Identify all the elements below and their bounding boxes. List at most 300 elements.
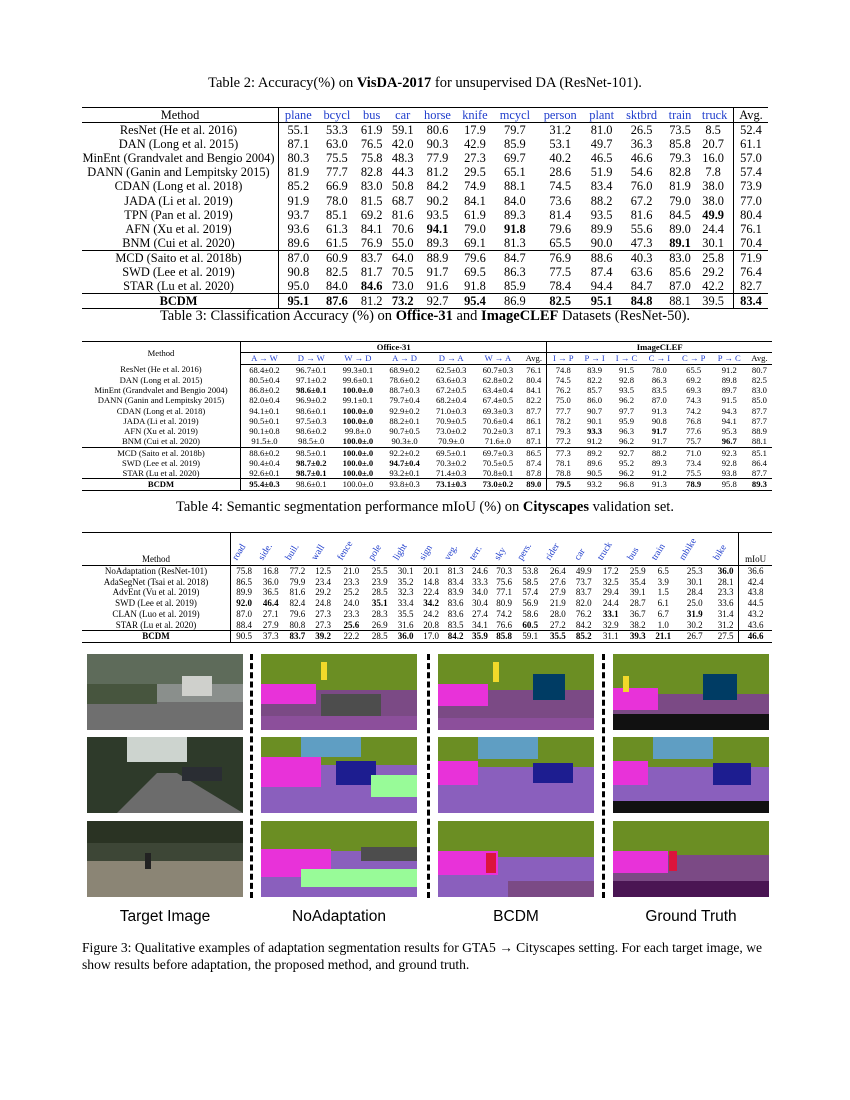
table4-cell: 75.6 xyxy=(496,576,513,587)
table3-method-header: Method xyxy=(82,342,241,365)
table2-cell: 70.4 xyxy=(740,235,762,250)
table3-cell: 74.5 xyxy=(555,374,571,385)
table2-cell: 70.5 xyxy=(391,265,414,280)
table4-cell: 33.6 xyxy=(713,598,739,609)
table4-row xyxy=(82,620,772,631)
table3-cell: 70.3±0.2 xyxy=(435,457,467,468)
table3-cell: 97.7 xyxy=(618,405,634,416)
table3-cell: 77.7 xyxy=(555,405,571,416)
table2-cell: 90.8 xyxy=(287,265,310,280)
ground-truth-3 xyxy=(613,821,769,897)
table3-cell: 78.6±0.2 xyxy=(389,374,420,385)
table4-cell: 26.7 xyxy=(677,631,713,643)
table3-cell: 91.3 xyxy=(643,479,676,490)
table4-cell: 36.0 xyxy=(262,576,279,587)
table2-cell: 20.7 xyxy=(696,137,733,151)
table3-cell: 76.2 xyxy=(555,385,571,395)
table3-cell: 87.7 xyxy=(751,468,767,478)
table2-cell: 93.5 xyxy=(590,207,613,222)
table2-cell: 81.2 xyxy=(356,294,387,309)
table3-cell: 69.5±0.1 xyxy=(428,447,475,458)
table2-cell: 94.4 xyxy=(590,279,613,294)
table3-cell: 96.8 xyxy=(610,479,643,490)
table2-method: CDAN (Long et al. 2018) xyxy=(82,179,279,193)
table2-cell: 87.0 xyxy=(669,279,691,294)
table3-cell: 94.7±0.4 xyxy=(389,457,420,468)
table2-header: plane xyxy=(279,108,318,123)
table3-subheader: D → A xyxy=(428,353,475,364)
table4-cityscapes xyxy=(82,532,772,643)
table3-cell: 87.8 xyxy=(521,468,547,479)
table4-cell: 79.9 xyxy=(289,576,306,587)
table3-cell: 82.5 xyxy=(751,374,767,385)
table4-class-header xyxy=(443,533,468,566)
table3-cell: 76.8 xyxy=(686,415,702,426)
table2-cell: 86.3 xyxy=(504,265,526,280)
table3-cell: 90.4±0.4 xyxy=(249,457,280,468)
table3-cell: 80.5±0.4 xyxy=(249,374,280,385)
table3-cell: 74.8 xyxy=(555,364,571,375)
table4-cell: 84.2 xyxy=(575,619,592,630)
table4-class-label: wall xyxy=(309,543,328,563)
table4-cell: 33.3 xyxy=(472,576,488,587)
table2-cell: 84.7 xyxy=(630,279,653,294)
table2-cell: 63.6 xyxy=(630,265,653,280)
table4-cell: 87.0 xyxy=(236,608,252,619)
table3-cell: 78.1 xyxy=(555,457,571,468)
table4-cell: 23.3 xyxy=(343,576,360,587)
table2-row xyxy=(82,179,768,193)
table4-method: CLAN (Luo et al. 2019) xyxy=(82,609,231,620)
table2-cell: 17.9 xyxy=(464,123,486,138)
table4-method: BCDM xyxy=(82,631,231,643)
table4-class-header xyxy=(231,533,258,566)
table3-group-office31: Office-31 xyxy=(241,342,547,353)
table2-cell: 69.1 xyxy=(464,235,486,250)
table3-cell: 91.7 xyxy=(651,436,667,447)
table3-row xyxy=(82,426,772,436)
table3-cell: 92.3 xyxy=(712,447,747,458)
table4-cell: 27.9 xyxy=(550,587,566,598)
table2-cell: 54.6 xyxy=(630,165,653,180)
separator-1 xyxy=(250,654,253,898)
table4-cell: 34.1 xyxy=(472,619,488,630)
table2-cell: 86.9 xyxy=(493,294,536,309)
table2-cell: 81.2 xyxy=(426,165,449,180)
table2-cell: 85.8 xyxy=(669,137,691,152)
table3-cell: 90.5±0.1 xyxy=(249,415,280,426)
table3-cell: 73.1±0.3 xyxy=(428,479,475,490)
table2-cell: 87.0 xyxy=(279,250,318,265)
table2-cell: 82.5 xyxy=(537,294,584,309)
table2-cell: 51.9 xyxy=(590,165,613,180)
table2-cell: 28.6 xyxy=(549,165,572,180)
separator-3 xyxy=(602,654,605,898)
table4-class-header xyxy=(419,533,443,566)
table2-cell: 91.7 xyxy=(426,265,449,280)
table3-cell: 91.5±.0 xyxy=(251,436,278,447)
table2-cell: 57.0 xyxy=(740,151,762,166)
table3-cell: 86.1 xyxy=(521,416,547,426)
table3-cell: 91.7 xyxy=(651,426,667,436)
table3-subheader: I → P xyxy=(547,353,579,364)
table4-cell: 46.6 xyxy=(739,631,772,643)
table4-cell: 83.6 xyxy=(447,598,464,609)
table2-cell: 84.1 xyxy=(464,193,486,208)
table4-cell: 28.5 xyxy=(371,587,388,598)
table3-cell: 82.2 xyxy=(587,374,603,385)
table4-cell: 20.8 xyxy=(423,619,439,630)
table2-cell: 73.6 xyxy=(549,193,572,208)
table2-cell: 84.7 xyxy=(493,250,536,265)
table2-cell: 65.1 xyxy=(504,165,526,180)
table4-method: STAR (Lu et al. 2020) xyxy=(82,620,231,631)
table3-cell: 95.8 xyxy=(712,479,747,490)
table4-cell: 35.5 xyxy=(544,631,572,643)
table3-cell: 74.3 xyxy=(686,395,702,406)
table3-cell: 62.5±0.3 xyxy=(435,364,467,375)
table2-header: plant xyxy=(584,108,620,123)
table2-cell: 55.0 xyxy=(391,235,414,250)
table2-cell: 67.2 xyxy=(630,193,653,208)
table3-cell: 83.9 xyxy=(587,364,603,375)
table2-cell: 78.4 xyxy=(549,279,572,294)
table2-cell: 55.6 xyxy=(630,221,653,236)
table3-cell: 92.8 xyxy=(618,374,634,385)
table4-cell: 16.8 xyxy=(262,566,279,576)
table4-cell: 86.5 xyxy=(236,576,252,587)
label-target-image: Target Image xyxy=(119,908,211,925)
table4-cell: 32.5 xyxy=(602,576,619,587)
table3-cell: 75.0 xyxy=(555,395,571,406)
table4-cell: 22.2 xyxy=(336,631,368,643)
table2-row xyxy=(82,294,768,309)
table2-cell: 65.5 xyxy=(549,235,572,250)
table2-cell: 88.6 xyxy=(584,250,620,265)
table2-cell: 47.3 xyxy=(630,235,653,250)
table4-cell: 31.6 xyxy=(397,619,414,630)
table3-cell: 73.0±0.2 xyxy=(475,479,522,490)
table2-cell: 61.9 xyxy=(464,207,486,222)
table2-cell: 82.7 xyxy=(740,279,762,294)
table4-cell: 83.7 xyxy=(575,587,592,598)
table4-cell: 30.1 xyxy=(686,576,703,587)
label-bcdm: BCDM xyxy=(493,908,539,925)
table4-cell: 36.0 xyxy=(392,631,419,643)
table4-cell: 57.4 xyxy=(522,587,539,598)
table3-cell: 69.2 xyxy=(686,374,702,385)
table4-cell: 3.9 xyxy=(657,576,669,587)
table2-row xyxy=(82,250,768,265)
table4-cell: 24.8 xyxy=(315,598,331,609)
table4-cell: 56.9 xyxy=(522,598,539,609)
table4-row xyxy=(82,598,772,609)
table3-cell: 63.4±0.4 xyxy=(482,385,514,395)
table3-cell: 96.7 xyxy=(721,436,737,447)
table2-cell: 80.6 xyxy=(426,123,449,138)
table4-class-label: terr. xyxy=(467,544,484,563)
table3-subheader: Avg. xyxy=(747,353,772,364)
table4-cell: 23.4 xyxy=(315,576,331,587)
table3-cell: 68.2±0.4 xyxy=(435,395,467,406)
table3-cell: 77.6 xyxy=(686,426,702,436)
table2-cell: 73.5 xyxy=(669,123,691,138)
table4-cell: 36.7 xyxy=(629,608,646,619)
table2-method: TPN (Pan et al. 2019) xyxy=(82,208,279,222)
table4-class-label: train xyxy=(649,542,668,563)
table4-caption: Table 4: Semantic segmentation performance mIoU (%) on Cityscapes validation set. xyxy=(176,499,674,515)
table3-cell: 75.5 xyxy=(686,468,702,478)
table3-row xyxy=(82,436,772,447)
table2-header: train xyxy=(664,108,697,123)
table3-cell: 62.8±0.2 xyxy=(482,374,514,385)
table4-class-label: bike xyxy=(712,543,730,563)
table4-cell: 74.2 xyxy=(496,608,513,619)
table2-cell: 30.1 xyxy=(696,236,733,251)
table3-cell: 78.8 xyxy=(555,468,571,478)
table3-cell: 92.2±0.2 xyxy=(381,447,428,458)
table4-cell: 21.1 xyxy=(650,631,677,643)
table2-cell: 42.9 xyxy=(464,137,486,152)
table2-cell: 52.4 xyxy=(740,123,762,138)
table4-cell: 44.5 xyxy=(747,598,764,609)
table2-cell: 81.3 xyxy=(504,235,526,250)
table3-cell: 91.5 xyxy=(721,395,737,406)
table3-cell: 90.1±0.8 xyxy=(249,426,280,436)
table2-cell: 84.2 xyxy=(426,179,449,194)
table4-cell: 89.9 xyxy=(236,587,252,598)
table3-cell: 100.0±.0 xyxy=(342,457,374,468)
table4-cell: 24.0 xyxy=(343,598,360,609)
table3-office-imageclef xyxy=(82,341,772,491)
table4-cell: 27.9 xyxy=(262,619,279,630)
table3-row xyxy=(82,385,772,395)
table2-cell: 90.0 xyxy=(590,235,613,250)
table3-method: JADA (Li et al. 2019) xyxy=(82,416,241,426)
table4-cell: 28.1 xyxy=(713,577,739,588)
table3-cell: 93.2±0.1 xyxy=(389,468,420,478)
table2-cell: 77.5 xyxy=(549,265,572,280)
table4-cell: 36.6 xyxy=(747,566,764,576)
table3-row xyxy=(82,364,772,375)
table4-cell: 24.6 xyxy=(472,566,488,576)
table2-cell: 91.6 xyxy=(426,279,449,294)
table4-cell: 81.3 xyxy=(447,566,464,576)
table3-cell: 94.3 xyxy=(721,405,737,416)
table4-cell: 37.3 xyxy=(257,631,284,643)
table2-cell: 81.6 xyxy=(391,207,414,222)
table2-cell: 83.4 xyxy=(590,179,613,194)
table4-method: SWD (Lee et al. 2019) xyxy=(82,598,231,609)
table3-cell: 65.5 xyxy=(686,364,702,375)
table3-cell: 67.4±0.5 xyxy=(482,395,514,406)
table4-cell: 27.6 xyxy=(550,576,566,587)
ground-truth-1 xyxy=(613,654,769,730)
table2-cell: 95.1 xyxy=(584,294,620,309)
table2-cell: 60.9 xyxy=(318,250,356,265)
table3-cell: 87.7 xyxy=(751,415,767,426)
table3-method: MinEnt (Grandvalet and Bengio 2004) xyxy=(82,385,241,395)
table2-header: Method xyxy=(82,108,279,123)
table3-cell: 79.5 xyxy=(547,479,579,490)
table2-header: bcycl xyxy=(318,108,356,123)
table3-row xyxy=(82,447,772,458)
table2-cell: 7.8 xyxy=(696,165,733,179)
table2-cell: 85.9 xyxy=(504,279,526,294)
table3-cell: 90.1 xyxy=(587,415,603,426)
table2-cell: 50.8 xyxy=(391,179,414,194)
table3-cell: 71.4±0.3 xyxy=(435,468,467,478)
table2-cell: 36.3 xyxy=(630,137,653,152)
table3-cell: 85.1 xyxy=(747,447,772,458)
table4-class-header xyxy=(572,533,596,566)
table2-cell: 84.0 xyxy=(504,193,526,208)
table3-cell: 98.6±0.2 xyxy=(296,426,327,436)
table2-cell: 74.5 xyxy=(549,179,572,194)
table4-method: AdvEnt (Vu et al. 2019) xyxy=(82,587,231,598)
table4-cell: 36.0 xyxy=(713,566,739,577)
table4-cell: 43.2 xyxy=(747,608,764,619)
table4-class-header xyxy=(713,533,739,566)
table4-cell: 49.9 xyxy=(575,566,592,576)
ground-truth-2 xyxy=(613,737,769,813)
table4-cell: 28.4 xyxy=(686,587,703,598)
table2-cell: 87.6 xyxy=(318,294,356,309)
table4-cell: 25.9 xyxy=(629,566,646,576)
table3-cell: 79.7±0.4 xyxy=(389,395,420,406)
table3-cell: 100.0±.0 xyxy=(335,479,382,490)
table2-cell: 61.1 xyxy=(740,137,762,152)
table2-row xyxy=(82,165,768,179)
table2-cell: 93.7 xyxy=(287,207,310,222)
table4-cell: 92.0 xyxy=(236,598,252,609)
table3-cell: 99.1±0.1 xyxy=(342,395,374,406)
table2-cell: 68.7 xyxy=(391,193,414,208)
table4-cell: 43.6 xyxy=(747,619,764,630)
table4-cell: 27.3 xyxy=(315,619,331,630)
table4-class-header xyxy=(257,533,284,566)
table2-method: BNM (Cui et al. 2020) xyxy=(82,236,279,251)
table2-cell: 83.0 xyxy=(360,179,383,194)
table2-cell: 78.0 xyxy=(326,193,348,208)
table3-cell: 98.5±0.1 xyxy=(288,447,335,458)
table3-cell: 83.5 xyxy=(651,385,667,395)
table4-cell: 6.1 xyxy=(657,598,669,609)
table4-cell: 42.4 xyxy=(747,576,764,587)
table3-cell: 98.6±0.1 xyxy=(296,385,327,395)
table2-cell: 81.9 xyxy=(669,179,691,194)
table4-cell: 76.6 xyxy=(496,619,513,630)
table3-cell: 90.7±0.5 xyxy=(389,426,420,436)
table3-cell: 89.3 xyxy=(651,457,667,468)
table3-cell: 100.0±.0 xyxy=(342,436,374,447)
table3-cell: 99.8±.0 xyxy=(344,426,371,436)
table2-cell: 88.1 xyxy=(504,179,526,194)
table4-class-label: bus xyxy=(626,546,642,563)
table3-cell: 86.8±0.2 xyxy=(249,385,280,395)
label-noadaptation: NoAdaptation xyxy=(292,908,386,925)
table2-cell: 76.4 xyxy=(740,265,762,280)
table2-cell: 46.6 xyxy=(630,151,653,166)
table4-cell: 14.8 xyxy=(423,576,439,587)
table2-header: car xyxy=(387,108,418,123)
table4-cell: 28.0 xyxy=(550,608,566,619)
table2-cell: 81.9 xyxy=(287,165,310,180)
table3-cell: 71.0±0.3 xyxy=(435,405,467,416)
table4-cell: 75.8 xyxy=(236,566,252,576)
table2-cell: 48.3 xyxy=(391,151,414,166)
table2-method: SWD (Lee et al. 2019) xyxy=(82,265,279,279)
table3-method: SWD (Lee et al. 2019) xyxy=(82,458,241,468)
target-image-3 xyxy=(87,821,243,897)
table3-cell: 93.5 xyxy=(618,385,634,395)
table2-cell: 88.2 xyxy=(590,193,613,208)
table4-cell: 23.3 xyxy=(343,608,360,619)
table3-group-imageclef: ImageCLEF xyxy=(547,342,772,353)
table4-cell: 35.4 xyxy=(629,576,646,587)
table3-cell: 94.1 xyxy=(721,415,737,426)
table3-method: BCDM xyxy=(82,479,241,490)
table2-cell: 79.6 xyxy=(549,221,572,236)
table4-method: AdaSegNet (Tsai et al. 2018) xyxy=(82,577,231,588)
table4-row xyxy=(82,566,772,577)
table4-row xyxy=(82,577,772,588)
table3-cell: 91.5 xyxy=(618,364,634,375)
table2-cell: 76.9 xyxy=(537,250,584,265)
table3-subheader: W → D xyxy=(335,353,382,364)
table4-cell: 28.3 xyxy=(371,608,388,619)
table3-cell: 80.7 xyxy=(751,364,767,375)
table3-cell: 84.1 xyxy=(521,385,547,395)
table3-cell: 87.1 xyxy=(521,426,547,436)
table4-cell: 32.9 xyxy=(602,619,619,630)
table3-subheader: A → W xyxy=(241,353,288,364)
table2-cell: 85.6 xyxy=(669,265,691,280)
table3-cell: 98.5±.0 xyxy=(298,436,325,447)
table4-cell: 17.0 xyxy=(419,631,443,643)
table3-cell: 93.2 xyxy=(579,479,610,490)
table3-cell: 70.9±.0 xyxy=(438,436,465,447)
table3-method: ResNet (He et al. 2016) xyxy=(82,364,241,375)
table2-cell: 85.1 xyxy=(326,207,348,222)
table2-cell: 91.8 xyxy=(464,279,486,294)
table2-method: MinEnt (Grandvalet and Bengio 2004) xyxy=(82,151,279,165)
table2-cell: 66.9 xyxy=(326,179,348,194)
table3-cell: 75.7 xyxy=(686,436,702,447)
table3-row xyxy=(82,458,772,468)
table2-cell: 77.9 xyxy=(426,151,449,166)
table2-cell: 79.6 xyxy=(457,250,493,265)
table2-cell: 71.9 xyxy=(733,250,768,265)
table2-cell: 75.5 xyxy=(326,151,348,166)
table4-class-header xyxy=(392,533,419,566)
table2-header: mcycl xyxy=(493,108,536,123)
table2-cell: 53.1 xyxy=(549,137,572,152)
table2-cell: 90.2 xyxy=(426,193,449,208)
table4-cell: 25.6 xyxy=(343,619,360,630)
table3-cell: 73.0±0.2 xyxy=(435,426,467,436)
figure-caption: Figure 3: Qualitative examples of adaptation segmentation results for GTA5 → Cityscapes setting. For each target image, we show results before adaptation, the proposed method, and ground truth. xyxy=(82,940,763,972)
table3-subheader: C → P xyxy=(676,353,712,364)
table3-cell: 91.2 xyxy=(587,436,603,447)
table2-cell: 69.2 xyxy=(360,207,383,222)
table4-cell: 80.9 xyxy=(496,598,513,609)
table2-visda xyxy=(82,107,768,309)
table4-cell: 77.1 xyxy=(496,587,513,598)
table3-row xyxy=(82,468,772,479)
table2-cell: 84.1 xyxy=(360,221,383,236)
table2-cell: 93.5 xyxy=(426,207,449,222)
